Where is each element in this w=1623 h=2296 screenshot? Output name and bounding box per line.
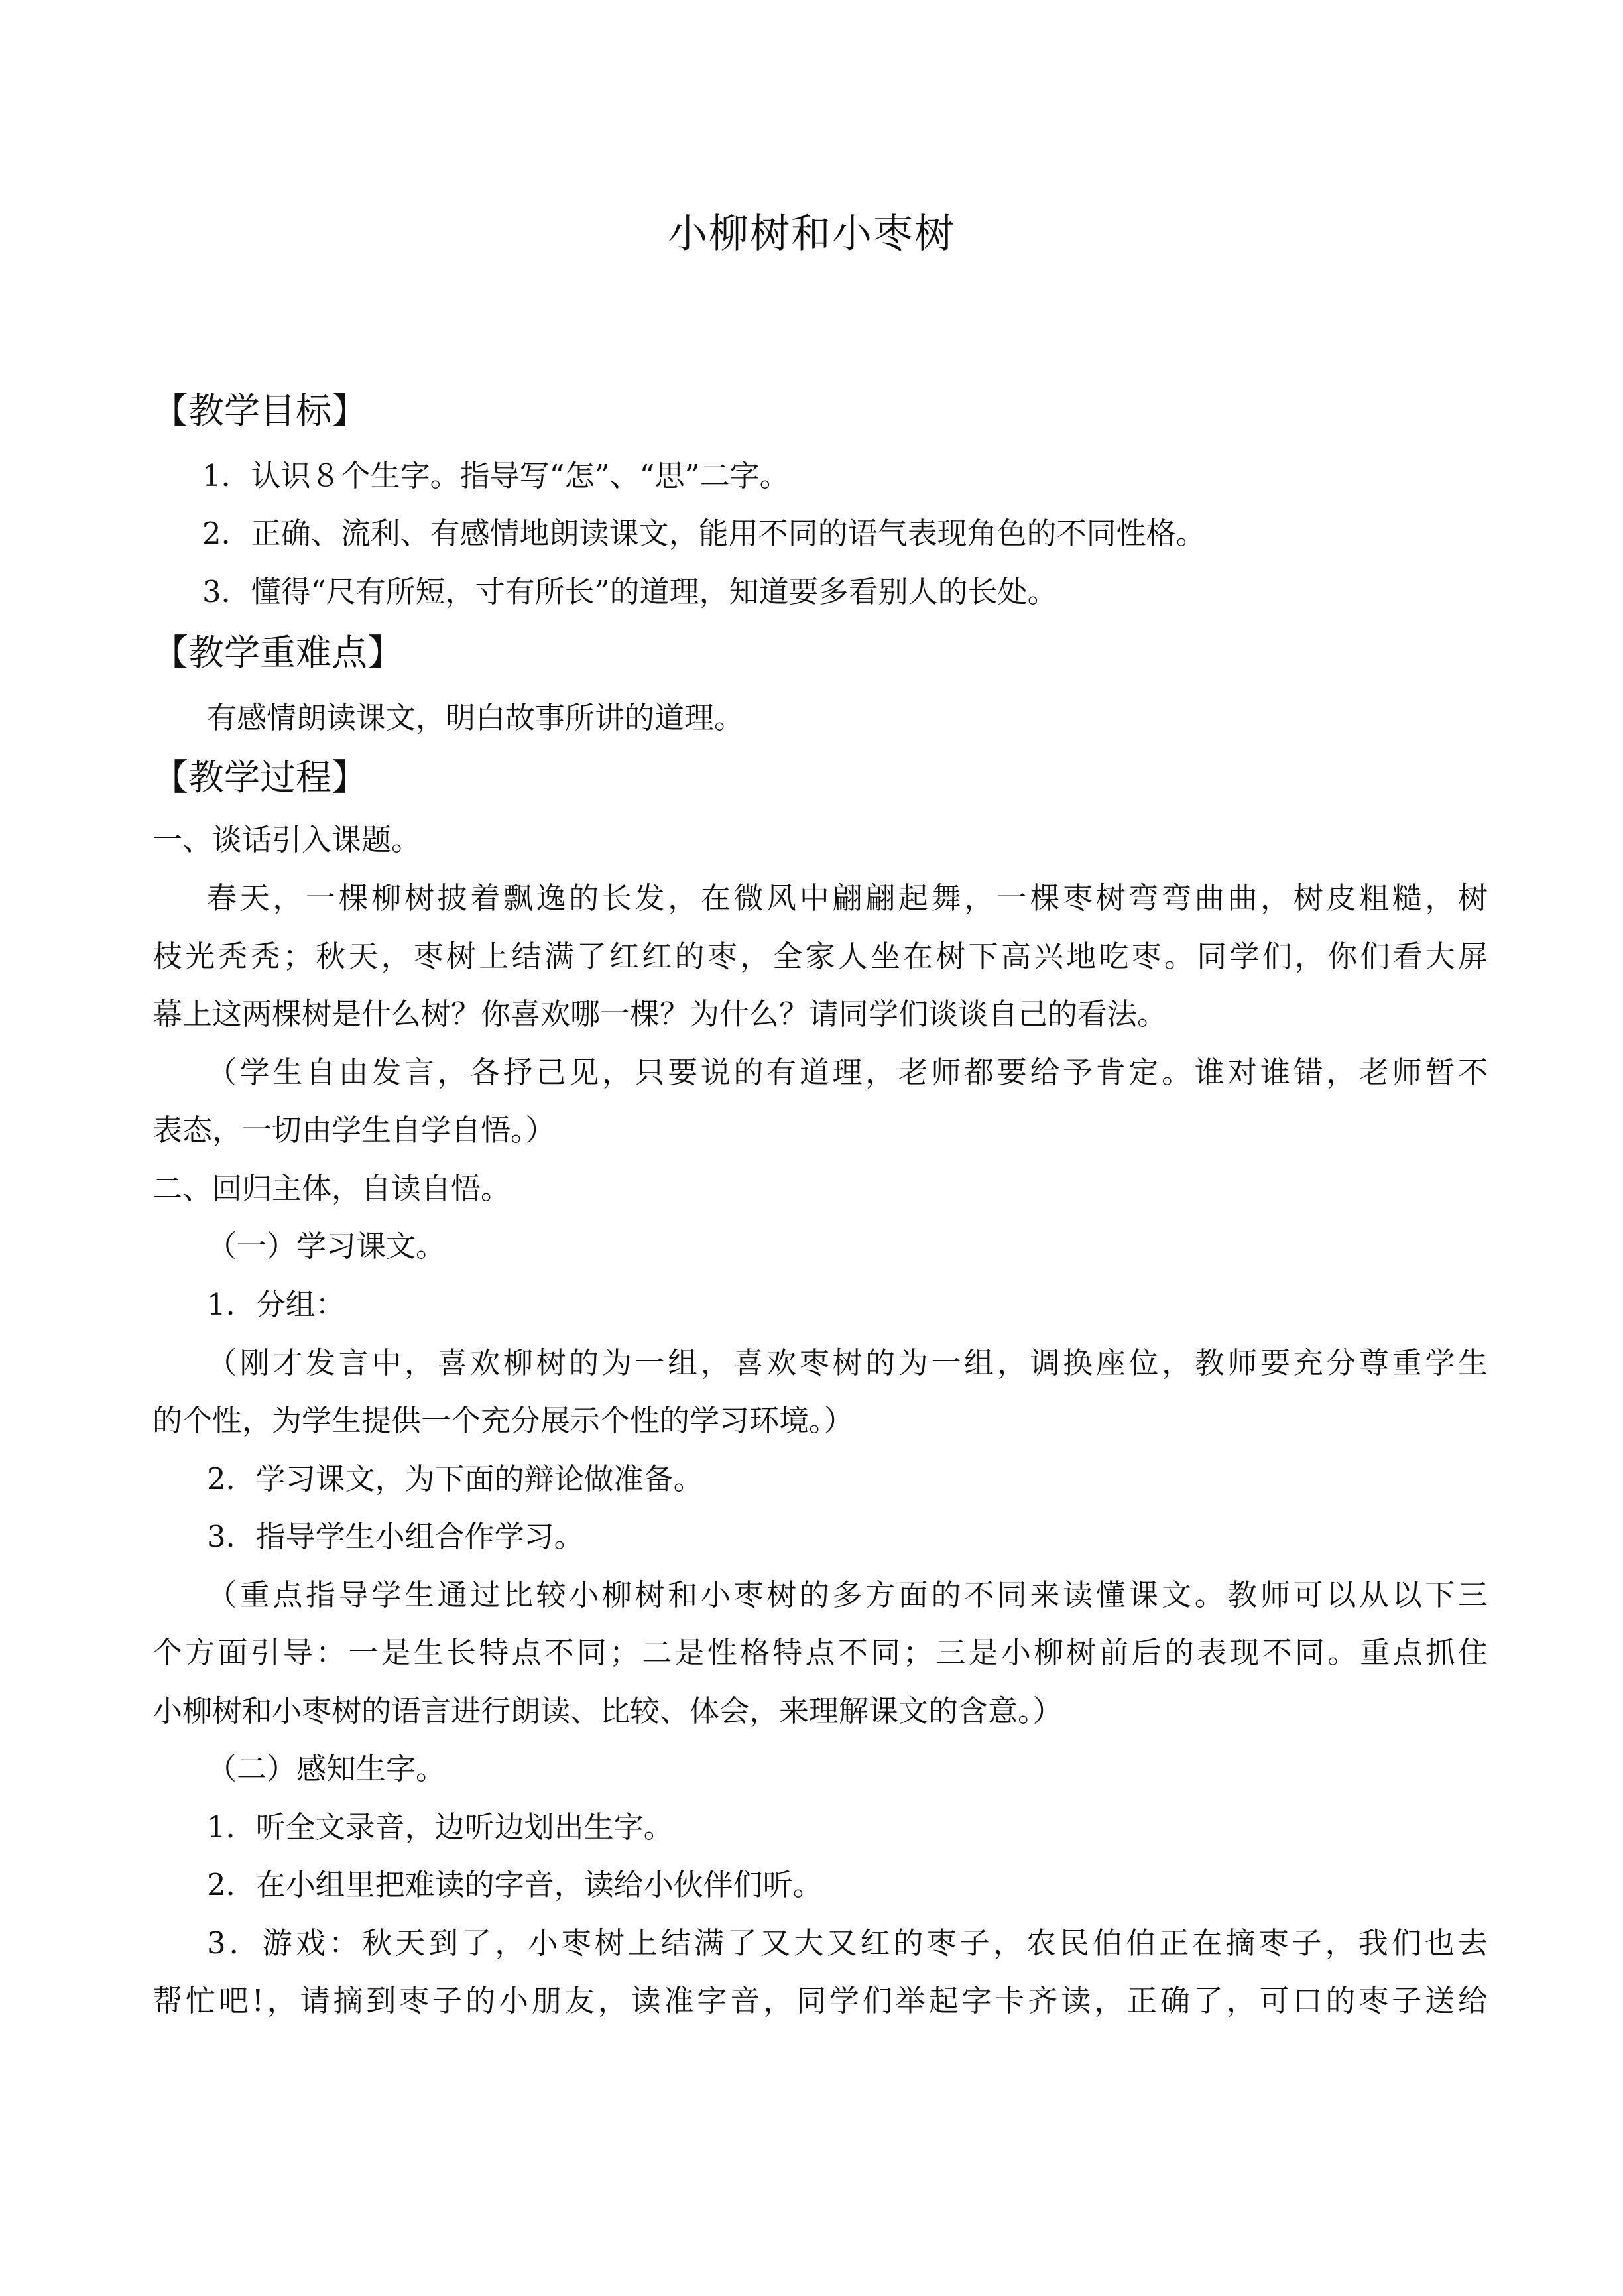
process-line: 表态，一切由学生自学自悟。） — [152, 1113, 556, 1148]
process-line: 一、谈话引入课题。 — [152, 822, 422, 857]
process-line: 枝光秃秃；秋天，枣树上结满了红红的枣，全家人坐在树下高兴地吃枣。同学们，你们看大屏 — [152, 939, 1488, 974]
process-line: 春天，一棵柳树披着飘逸的长发，在微风中翩翩起舞，一棵枣树弯弯曲曲，树皮粗糙，树 — [207, 880, 1488, 916]
process-line: 1．分组： — [207, 1287, 345, 1322]
process-line: （学生自由发言，各抒己见，只要说的有道理，老师都要给予肯定。谁对谁错，老师暂不 — [207, 1055, 1488, 1090]
process-line: 2．学习课文，为下面的辩论做准备。 — [207, 1461, 703, 1496]
objective-item-3: 3．懂得“尺有所短，寸有所长”的道理，知道要多看别人的长处。 — [202, 574, 1057, 609]
key-points-text: 有感情朗读课文，明白故事所讲的道理。 — [207, 700, 745, 735]
section-heading-objectives: 【教学目标】 — [152, 390, 367, 432]
process-line: 小柳树和小枣树的语言进行朗读、比较、体会，来理解课文的含意。） — [152, 1693, 1063, 1728]
section-heading-process: 【教学过程】 — [152, 756, 367, 798]
process-line: 的个性，为学生提供一个充分展示个性的学习环境。） — [152, 1403, 854, 1438]
process-line: 2．在小组里把难读的字音，读给小伙伴们听。 — [207, 1867, 823, 1902]
objective-item-2: 2．正确、流利、有感情地朗读课文，能用不同的语气表现角色的不同性格。 — [202, 516, 1206, 551]
process-line: 幕上这两棵树是什么树？你喜欢哪一棵？为什么？请同学们谈谈自己的看法。 — [152, 997, 1168, 1032]
process-line: 3．游戏：秋天到了，小枣树上结满了又大又红的枣子，农民伯伯正在摘枣子，我们也去 — [207, 1925, 1488, 1961]
process-line: 帮忙吧!，请摘到枣子的小朋友，读准字音，同学们举起字卡齐读，正确了，可口的枣子送给 — [152, 1983, 1488, 2018]
document-title: 小柳树和小枣树 — [668, 211, 955, 257]
process-line: 1．听全文录音，边听边划出生字。 — [207, 1809, 674, 1844]
process-line: 3．指导学生小组合作学习。 — [207, 1519, 584, 1554]
process-line: （二）感知生字。 — [207, 1751, 446, 1786]
process-line: （刚才发言中，喜欢柳树的为一组，喜欢枣树的为一组，调换座位，教师要充分尊重学生 — [207, 1345, 1488, 1380]
process-line: 个方面引导：一是生长特点不同；二是性格特点不同；三是小柳树前后的表现不同。重点抓住 — [152, 1635, 1488, 1670]
process-line: 二、回归主体，自读自悟。 — [152, 1171, 511, 1206]
section-heading-key-points: 【教学重难点】 — [152, 632, 403, 674]
process-line: （一）学习课文。 — [207, 1229, 446, 1264]
objective-item-1: 1．认识８个生字。指导写“怎”、“思”二字。 — [202, 458, 790, 493]
process-line: （重点指导学生通过比较小柳树和小枣树的多方面的不同来读懂课文。教师可以从以下三 — [207, 1577, 1488, 1612]
